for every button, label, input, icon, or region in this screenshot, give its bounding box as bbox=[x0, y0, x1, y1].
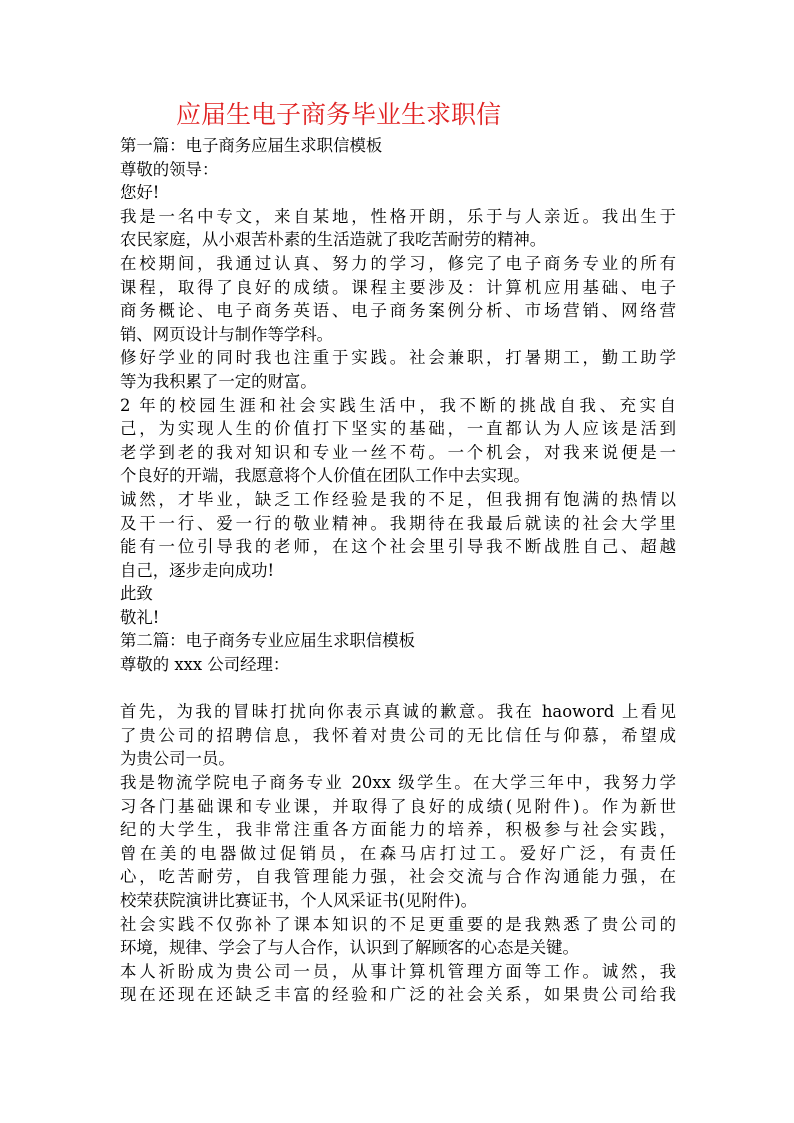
document-line: 能有一位引导我的老师，在这个社会里引导我不断战胜自己、超越 bbox=[120, 537, 676, 557]
document-line: 此致 bbox=[120, 584, 153, 604]
document-line: 本人祈盼成为贵公司一员，从事计算机管理方面等工作。诚然，我 bbox=[120, 961, 676, 981]
document-line: 诚然，才毕业，缺乏工作经验是我的不足，但我拥有饱满的热情以 bbox=[120, 489, 676, 509]
document-line: 曾在美的电器做过促销员，在森马店打过工。爱好广泛，有责任 bbox=[120, 843, 676, 863]
document-line: 我是物流学院电子商务专业 20xx 级学生。在大学三年中，我努力学 bbox=[120, 773, 676, 793]
document-line: 个良好的开端，我愿意将个人价值在团队工作中去实现。 bbox=[120, 466, 530, 486]
document-line: 敬礼! bbox=[120, 607, 160, 627]
document-line: 我是一名中专文，来自某地，性格开朗，乐于与人亲近。我出生于 bbox=[120, 206, 676, 226]
document-line: 第二篇：电子商务专业应届生求职信模板 bbox=[120, 631, 416, 651]
document-line: 农民家庭，从小艰苦朴素的生活造就了我吃苦耐劳的精神。 bbox=[120, 230, 547, 250]
document-line: 己，为实现人生的价值打下坚实的基础，一直都认为人应该是活到 bbox=[120, 419, 676, 439]
document-line: 第一篇：电子商务应届生求职信模板 bbox=[120, 136, 383, 155]
document-line: 课程，取得了良好的成绩。课程主要涉及：计算机应用基础、电子 bbox=[120, 277, 676, 297]
document-line: 及干一行、爱一行的敬业精神。我期待在我最后就读的社会大学里 bbox=[120, 513, 676, 533]
document-line: 纪的大学生，我非常注重各方面能力的培养，积极参与社会实践， bbox=[120, 820, 676, 840]
document-line: 等为我积累了一定的财富。 bbox=[120, 371, 317, 391]
document-line: 老学到老的我对知识和专业一丝不苟。一个机会，对我来说便是一 bbox=[120, 442, 676, 462]
document-line: 首先，为我的冒昧打扰向你表示真诚的歉意。我在 haoword 上看见 bbox=[120, 702, 676, 722]
document-line: 校荣获院演讲比赛证书，个人风采证书(见附件)。 bbox=[120, 891, 477, 910]
document-line: 修好学业的同时我也注重于实践。社会兼职，打暑期工，勤工助学 bbox=[120, 348, 676, 368]
document-line: 销、网页设计与制作等学科。 bbox=[120, 324, 334, 344]
document-line: 您好! bbox=[120, 183, 160, 203]
document-line: 现在还现在还缺乏丰富的经验和广泛的社会关系，如果贵公司给我 bbox=[120, 985, 676, 1005]
document-line: 了贵公司的招聘信息，我怀着对贵公司的无比信任与仰慕，希望成 bbox=[120, 725, 676, 745]
document-line: 自己，逐步走向成功! bbox=[120, 560, 275, 580]
document-line: 尊敬的领导： bbox=[120, 159, 219, 179]
document-line bbox=[120, 677, 676, 701]
document-title: 应届生电子商务毕业生求职信 bbox=[176, 100, 502, 129]
document-line: 尊敬的 xxx 公司经理： bbox=[120, 655, 290, 675]
document-line: 在校期间，我通过认真、努力的学习，修完了电子商务专业的所有 bbox=[120, 253, 676, 273]
document-line: 习各门基础课和专业课，并取得了良好的成绩(见附件)。作为新世 bbox=[120, 796, 676, 816]
document-line: 为贵公司一员。 bbox=[120, 749, 235, 769]
document-line: 心，吃苦耐劳，自我管理能力强，社会交流与合作沟通能力强，在 bbox=[120, 867, 676, 887]
document-line: 商务概论、电子商务英语、电子商务案例分析、市场营销、网络营 bbox=[120, 301, 676, 321]
document-line: 社会实践不仅弥补了课本知识的不足更重要的是我熟悉了贵公司的 bbox=[120, 914, 676, 934]
document-page bbox=[120, 96, 676, 1007]
document-line: 环境，规律、学会了与人合作，认识到了解顾客的心态是关键。 bbox=[120, 938, 579, 958]
document-body bbox=[120, 134, 676, 1007]
document-line: 2 年的校园生涯和社会实践生活中，我不断的挑战自我、充实自 bbox=[120, 395, 676, 415]
